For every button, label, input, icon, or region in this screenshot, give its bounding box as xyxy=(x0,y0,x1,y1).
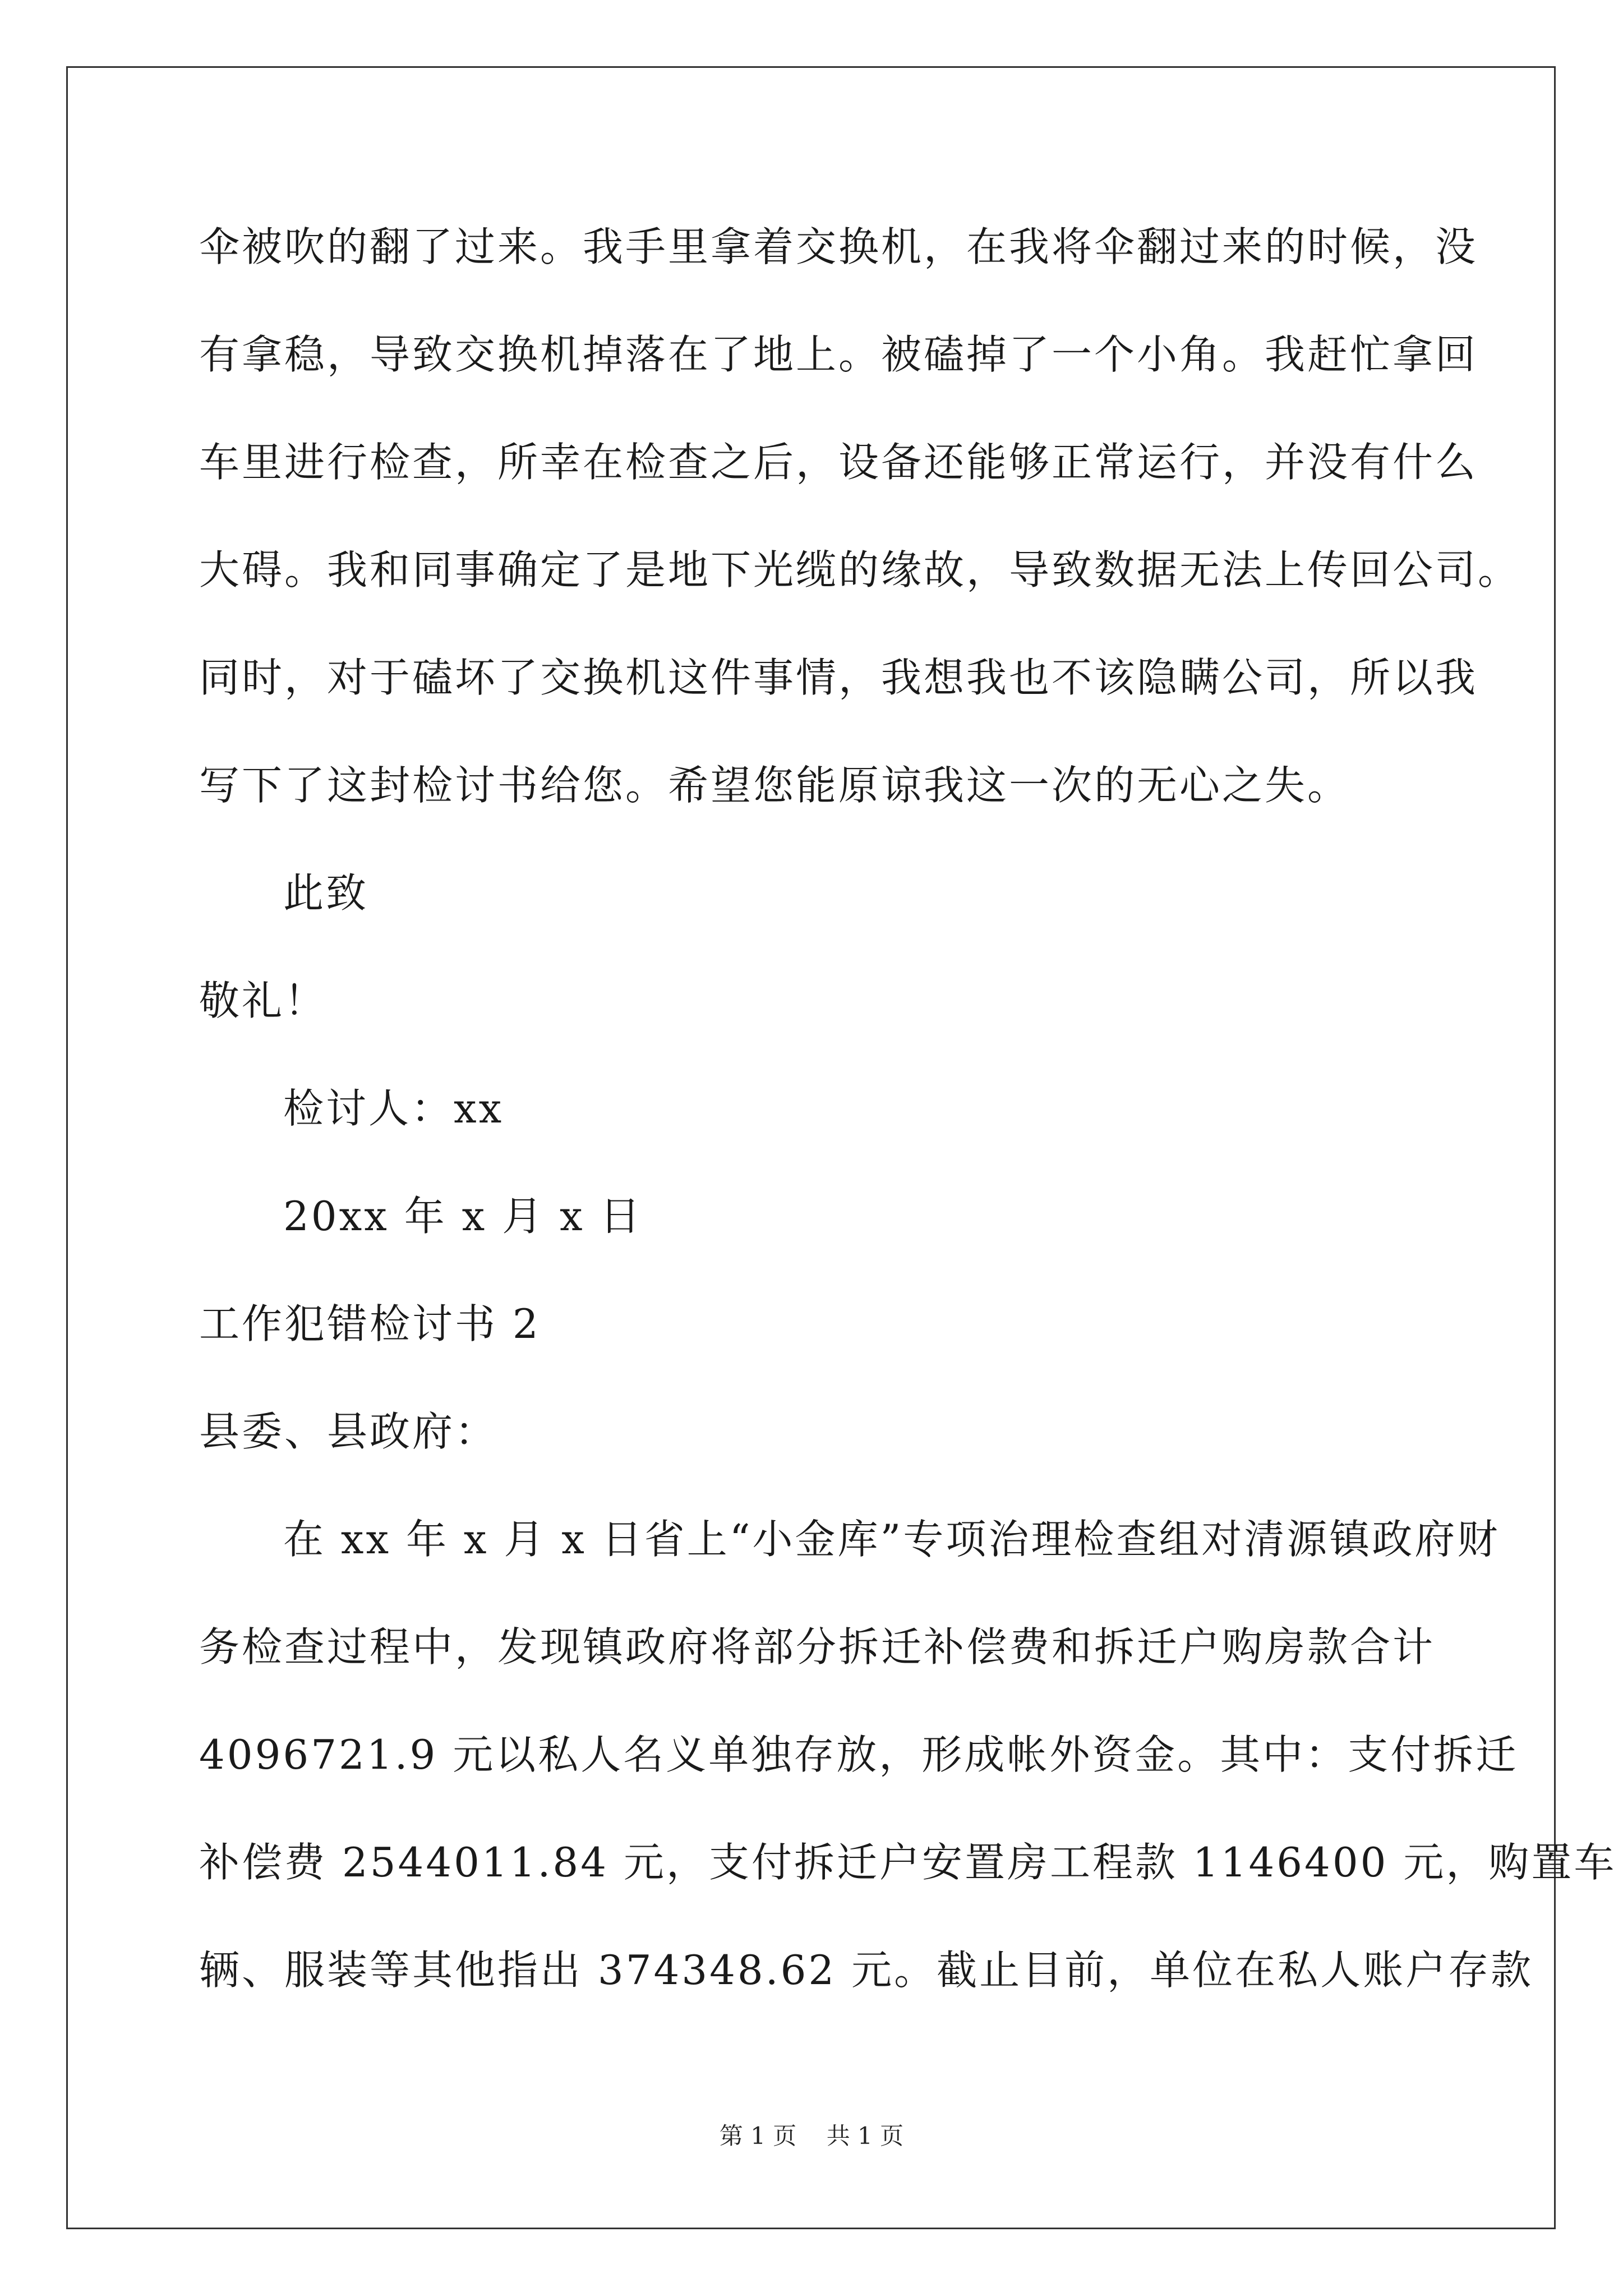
section-title: 工作犯错检讨书 2 xyxy=(199,1300,541,1347)
paragraph-line: 同时，对于磕坏了交换机这件事情，我想我也不该隐瞒公司，所以我 xyxy=(199,654,1478,701)
paragraph-line: 辆、服装等其他指出 374348.62 元。截止目前，单位在私人账户存款 xyxy=(199,1947,1534,1994)
document-body xyxy=(199,216,1617,2047)
signature-name: 检讨人：xx xyxy=(283,1085,504,1132)
closing-salutation: 此致 xyxy=(283,869,369,917)
paragraph-line: 补偿费 2544011.84 元，支付拆迁户安置房工程款 1146400 元，购置车 xyxy=(199,1839,1617,1886)
paragraph-line: 写下了这封检讨书给您。希望您能原谅我这一次的无心之失。 xyxy=(199,762,1350,809)
addressee: 县委、县政府： xyxy=(199,1408,498,1455)
paragraph-line: 大碍。我和同事确定了是地下光缆的缘故，导致数据无法上传回公司。 xyxy=(199,546,1521,593)
paragraph-line: 伞被吹的翻了过来。我手里拿着交换机，在我将伞翻过来的时候，没 xyxy=(199,223,1478,270)
paragraph-line: 有拿稳，导致交换机掉落在了地上。被磕掉了一个小角。我赶忙拿回 xyxy=(199,331,1478,378)
paragraph-line: 车里进行检查，所幸在检查之后，设备还能够正常运行，并没有什么 xyxy=(199,439,1478,486)
signature-date: 20xx 年 x 月 x 日 xyxy=(283,1193,643,1240)
closing-respect: 敬礼！ xyxy=(199,977,328,1024)
page-number-footer: 第 1 页 共 1 页 xyxy=(719,2122,904,2150)
paragraph-line: 在 xx 年 x 月 x 日省上“小金库”专项治理检查组对清源镇政府财 xyxy=(283,1516,1500,1563)
paragraph-line: 务检查过程中，发现镇政府将部分拆迁补偿费和拆迁户购房款合计 xyxy=(199,1623,1436,1671)
paragraph-line: 4096721.9 元以私人名义单独存放，形成帐外资金。其中：支付拆迁 xyxy=(199,1731,1519,1778)
